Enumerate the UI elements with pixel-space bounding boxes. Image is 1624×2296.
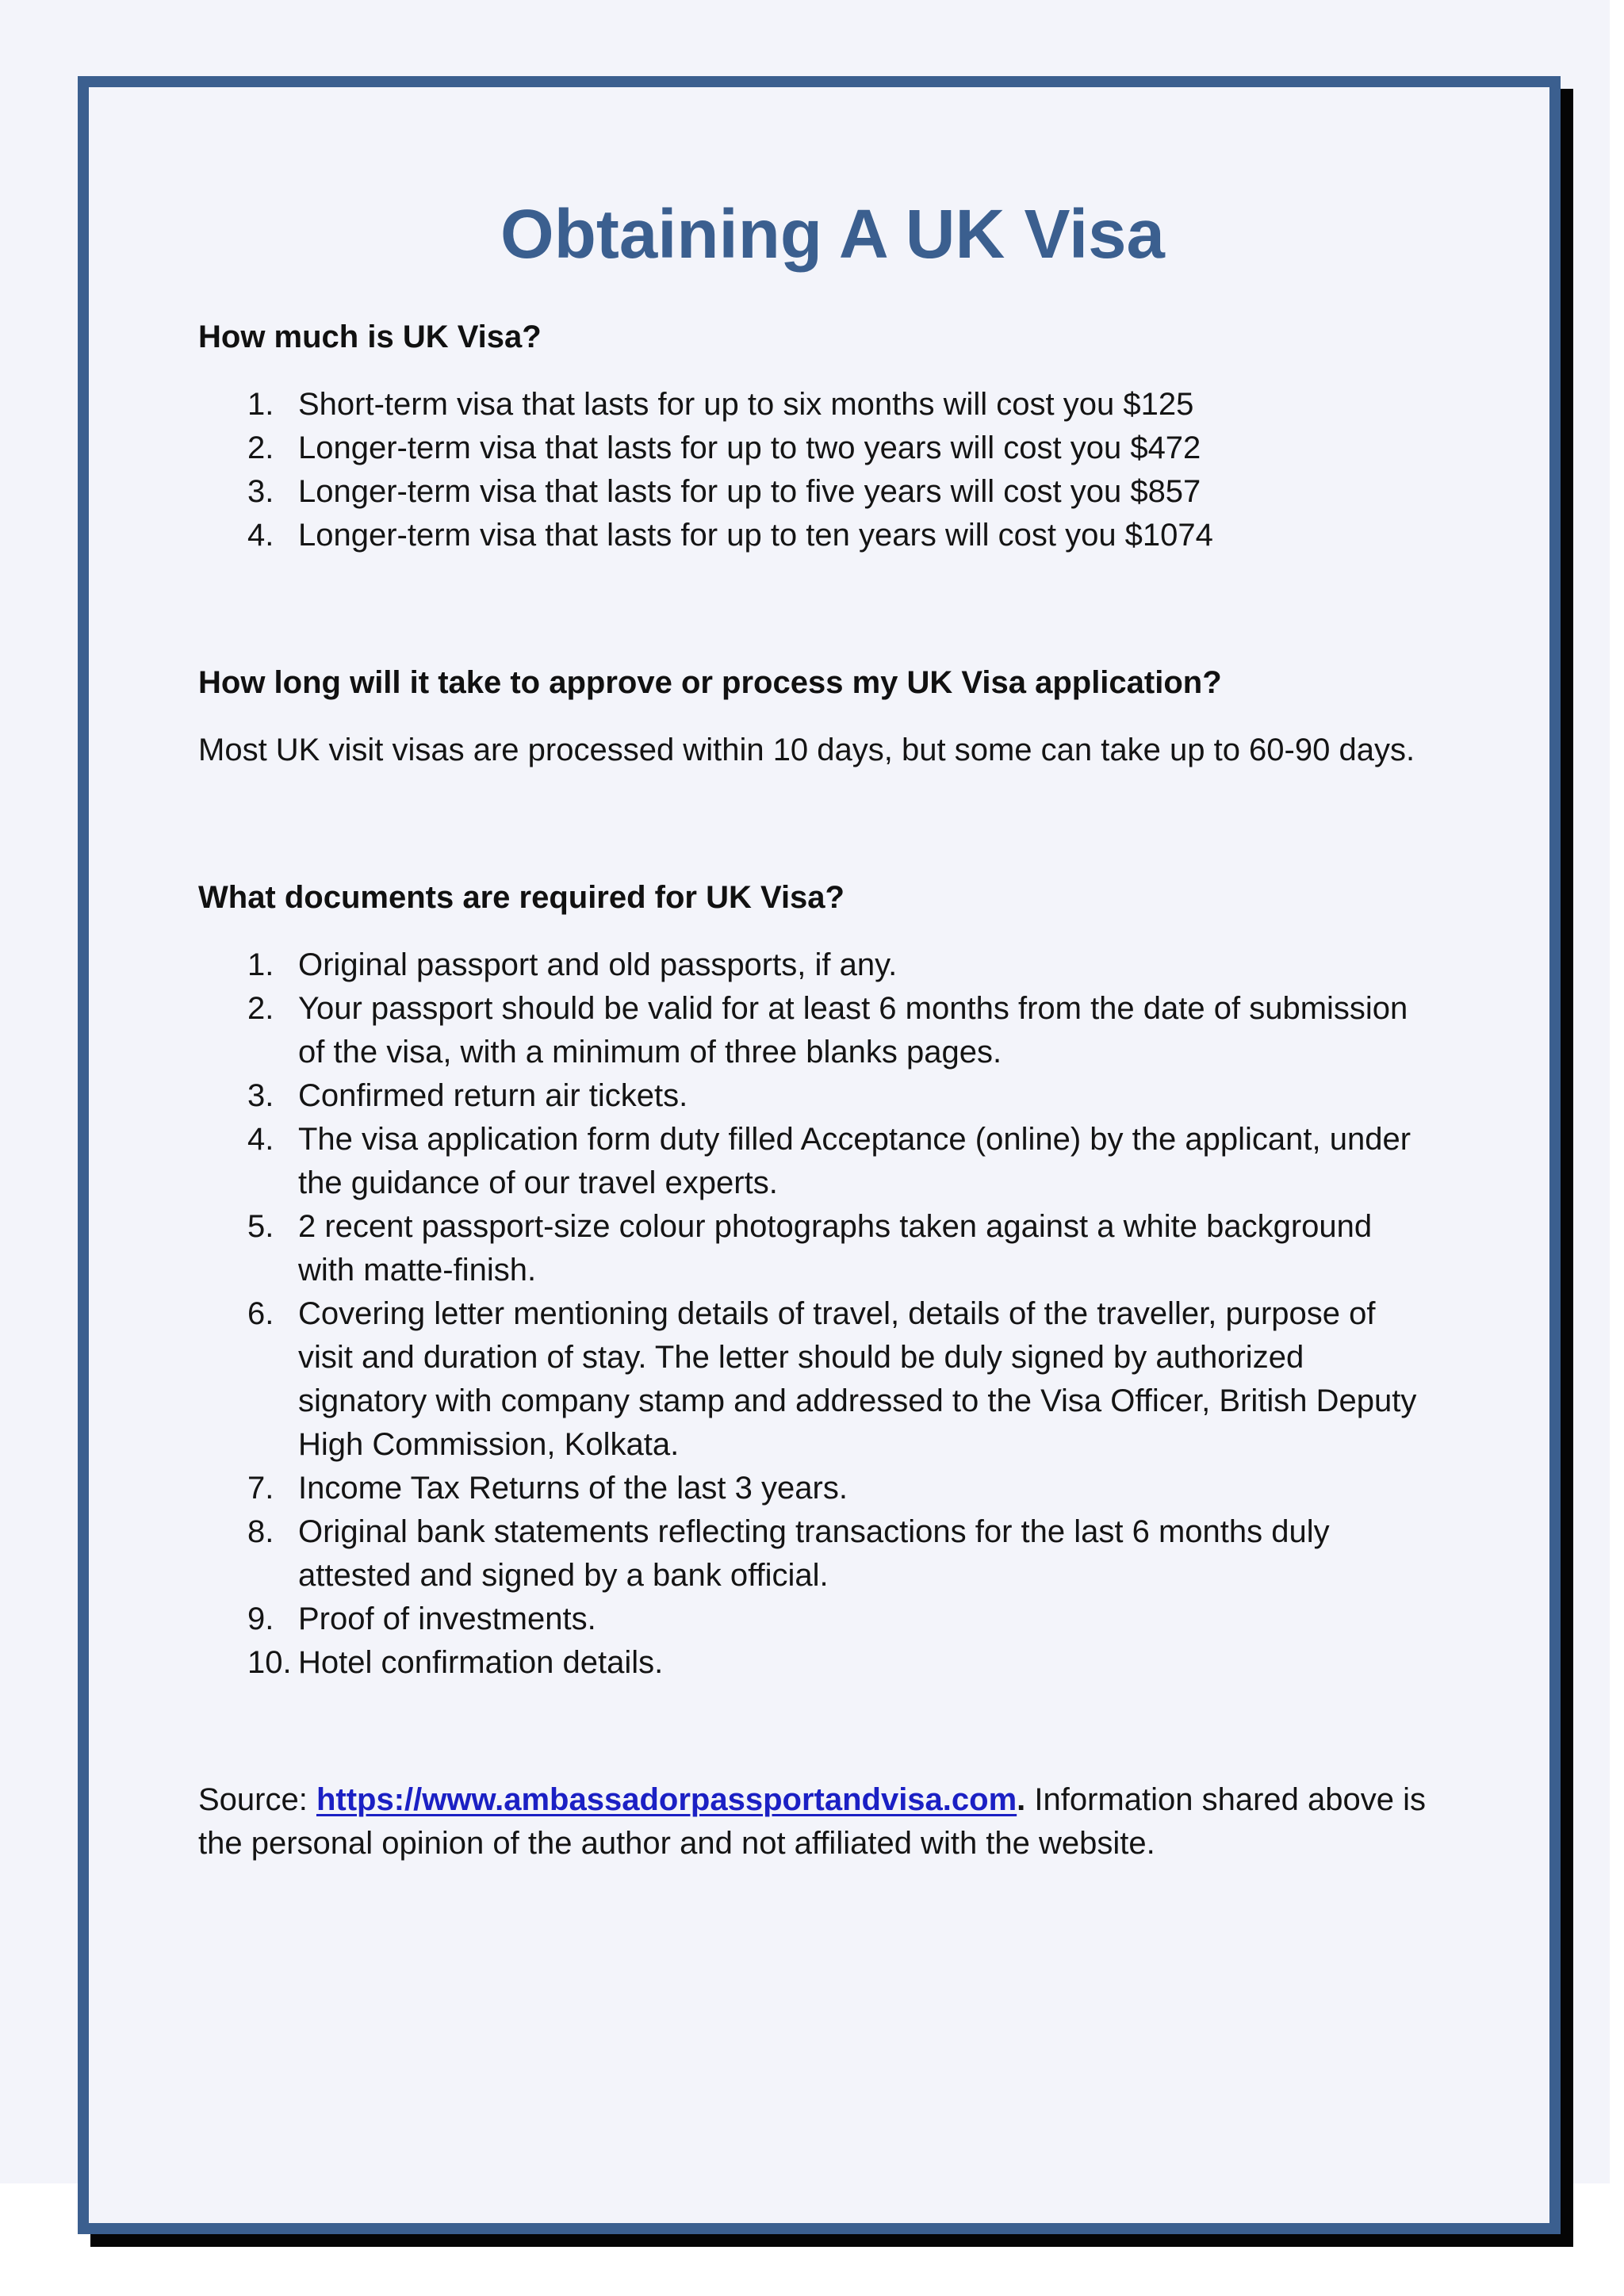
list-item-number: 9.: [247, 1601, 274, 1636]
list-item-text: 2 recent passport-size colour photographs taken against a white background with matte-finish.: [298, 1209, 1373, 1288]
list-item-text: Short-term visa that lasts for up to six months will cost you $125: [298, 387, 1194, 422]
source-disclaimer: Information shared above is the personal opinion of the author and not affiliated with the website.: [198, 1782, 1427, 1861]
list-item-text: Original bank statements reflecting transactions for the last 6 months duly attested and signed by a bank official.: [298, 1514, 1330, 1593]
list-item-number: 8.: [247, 1514, 274, 1549]
source-note: [198, 1778, 1435, 1866]
list-item-text: Original passport and old passports, if any.: [298, 947, 898, 982]
list-item: [198, 383, 1435, 427]
list-item: [198, 1118, 1435, 1205]
list-item: [198, 1598, 1435, 1641]
processing-time-paragraph: Most UK visit visas are processed within 10 days, but some can take up to 60-90 days.: [198, 733, 1415, 767]
list-item: [198, 1292, 1435, 1467]
section-heading: How long will it take to approve or process my UK Visa application?: [198, 665, 1222, 700]
list-item-number: 2.: [247, 991, 274, 1026]
list-item-text: Longer-term visa that lasts for up to ten years will cost you $1074: [298, 518, 1213, 553]
list-item-text: Covering letter mentioning details of travel, details of the traveller, purpose of visit and duration of stay. The letter should be duly signed by authorized signatory with company stamp and addressed to the Visa Officer, British Deputy High Commission, Kolkata.: [298, 1296, 1417, 1462]
spacer: [198, 772, 1435, 875]
document-content: [198, 186, 1435, 1866]
source-label: Source:: [198, 1782, 316, 1817]
list-item-text: Confirmed return air tickets.: [298, 1078, 688, 1113]
list-item-text: Longer-term visa that lasts for up to two years will cost you $472: [298, 430, 1201, 465]
source-link[interactable]: https://www.ambassadorpassportandvisa.com: [316, 1782, 1017, 1817]
section-heading: What documents are required for UK Visa?: [198, 880, 845, 915]
source-period: .: [1017, 1782, 1026, 1817]
visa-cost-list: [198, 383, 1435, 557]
list-item-text: Income Tax Returns of the last 3 years.: [298, 1471, 848, 1506]
list-item: [198, 427, 1435, 470]
list-item-text: Your passport should be valid for at least 6 months from the date of submission of the visa, with a minimum of three blanks pages.: [298, 991, 1408, 1070]
section-visa-cost: [198, 315, 1435, 557]
section-required-documents: [198, 875, 1435, 1685]
list-item: [198, 514, 1435, 557]
spacer: [198, 1685, 1435, 1778]
list-item-number: 5.: [247, 1209, 274, 1244]
list-item: [198, 943, 1435, 987]
list-item-number: 10.: [247, 1645, 292, 1680]
list-item: [198, 1467, 1435, 1510]
list-item-text: Hotel confirmation details.: [298, 1645, 664, 1680]
list-item-number: 3.: [247, 1078, 274, 1113]
list-item: [198, 1641, 1435, 1685]
list-item: [198, 470, 1435, 514]
list-item: [198, 1510, 1435, 1598]
list-item-number: 6.: [247, 1296, 274, 1331]
spacer: [198, 557, 1435, 660]
list-item: [198, 1074, 1435, 1118]
document-title: Obtaining A UK Visa: [500, 196, 1165, 273]
list-item-text: Longer-term visa that lasts for up to five years will cost you $857: [298, 474, 1201, 509]
list-item-number: 1.: [247, 947, 274, 982]
required-documents-list: [198, 943, 1435, 1685]
list-item-text: Proof of investments.: [298, 1601, 596, 1636]
section-processing-time: [198, 660, 1435, 772]
list-item-number: 3.: [247, 474, 274, 509]
list-item: [198, 987, 1435, 1074]
list-item-number: 7.: [247, 1471, 274, 1506]
list-item: [198, 1205, 1435, 1292]
list-item-number: 4.: [247, 518, 274, 553]
list-item-text: The visa application form duty filled Acceptance (online) by the applicant, under the guidance of our travel experts.: [298, 1122, 1411, 1200]
list-item-number: 4.: [247, 1122, 274, 1157]
list-item-number: 1.: [247, 387, 274, 422]
list-item-number: 2.: [247, 430, 274, 465]
section-heading: How much is UK Visa?: [198, 320, 542, 354]
